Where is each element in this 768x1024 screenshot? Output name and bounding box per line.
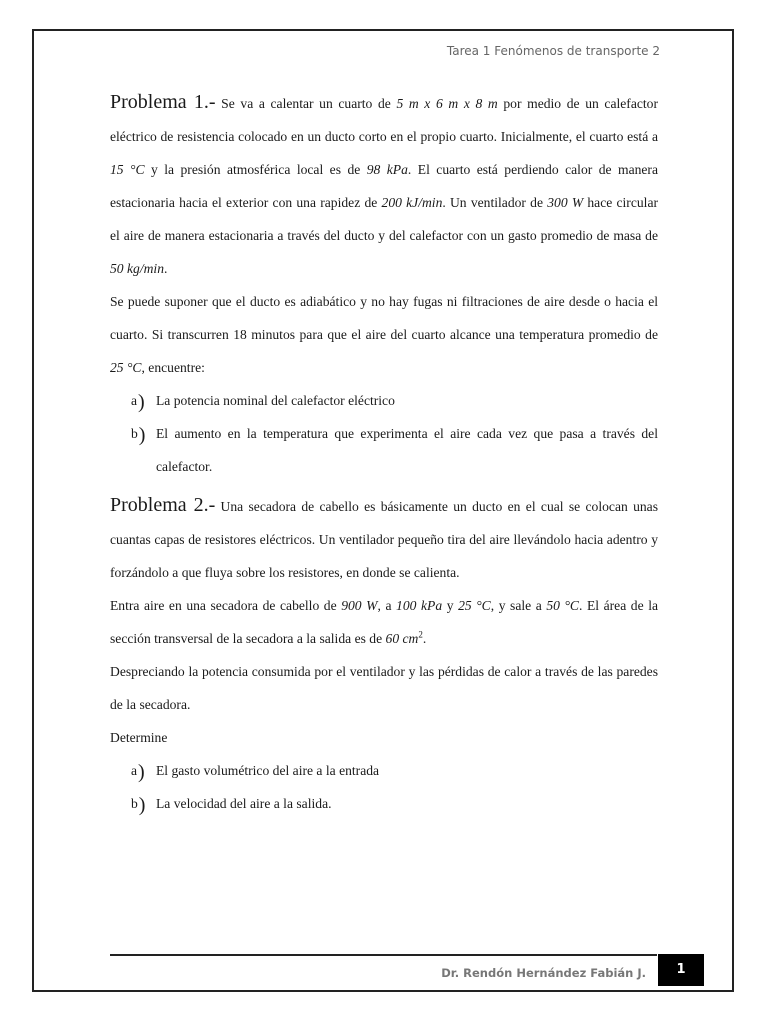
- final-temperature: 25 °C: [110, 360, 142, 375]
- inlet-pressure: 100 kPa: [396, 598, 443, 613]
- problem-2-determine: Determine: [110, 730, 168, 745]
- pressure: 98 kPa: [366, 162, 408, 177]
- room-dimensions: 5 m x 6 m x 8 m: [396, 96, 498, 111]
- problem-2-paragraph-3: Despreciando la potencia consumida por el ventilador y las pérdidas de calor a través de las paredes de la secadora.: [110, 664, 658, 712]
- problem-1-paragraph: Problema 1.- Se va a calentar un cuarto de 5 m x 6 m x 8 m por medio de un calefactor eléctrico de resistencia colocado en un ducto corto en el propio cuarto. Inicialmente, el cuarto está a 15 °C y la presión atmosférica local es de 98 kPa. El cuarto está perdiendo calor de manera estacionaria hacia el exterior con una rapidez de 200 kJ/min. Un ventilador de 300 W hace circular el aire de manera estacionaria a través del ducto y del calefactor con un gasto promedio de masa de 50 kg/min.: [110, 91, 658, 276]
- list-item: a) El gasto volumétrico del aire a la entrada: [131, 761, 380, 783]
- inlet-temperature: 25 °C: [458, 598, 491, 613]
- heat-loss: 200 kJ/min: [381, 195, 443, 210]
- footer-divider: [110, 954, 657, 956]
- document-body: [110, 86, 658, 820]
- mass-flow: 50 kg/min: [110, 261, 164, 276]
- problem-2-paragraph: Problema 2.- Una secadora de cabello es básicamente un ducto en el cual se colocan unas cuantas capas de resistores eléctricos. Un ventilador pequeño tira del aire llevándolo hacia adentro y forzándolo a que fluya sobre los resistores, en donde se calienta.: [110, 494, 659, 580]
- list-item: b) La velocidad del aire a la salida.: [131, 794, 332, 816]
- page-number: 1: [658, 954, 704, 986]
- outlet-temperature: 50 °C: [546, 598, 580, 613]
- dryer-power: 900 W: [341, 598, 378, 613]
- outlet-area: 60 cm: [385, 631, 419, 646]
- list-item: b) El aumento en la temperatura que experimenta el aire cada vez que pasa a través del calefactor.: [131, 424, 658, 474]
- problem-2-title: Problema 2.-: [110, 494, 216, 516]
- problem-1-paragraph-2: Se puede suponer que el ducto es adiabático y no hay fugas ni filtraciones de aire desde o hacia el cuarto. Si transcurren 18 minutos para que el aire del cuarto alcance una temperatura promedio de 25 °C, encuentre:: [110, 294, 658, 375]
- problem-1-title: Problema 1.-: [110, 91, 216, 113]
- problem-2-list: [110, 754, 658, 820]
- problem-2-paragraph-2: Entra aire en una secadora de cabello de 900 W, a 100 kPa y 25 °C, y sale a 50 °C. El área de la sección transversal de la secadora a la salida es de 60 $cm^2$.: [110, 598, 659, 646]
- fan-power: 300 W: [547, 195, 584, 210]
- page-header: Tarea 1 Fenómenos de transporte 2: [446, 44, 660, 58]
- footer-author: Dr. Rendón Hernández Fabián J.: [441, 966, 646, 980]
- initial-temperature: 15 °C: [110, 162, 145, 177]
- problem-1-list: [110, 384, 658, 483]
- list-item: a) La potencia nominal del calefactor eléctrico: [131, 391, 395, 413]
